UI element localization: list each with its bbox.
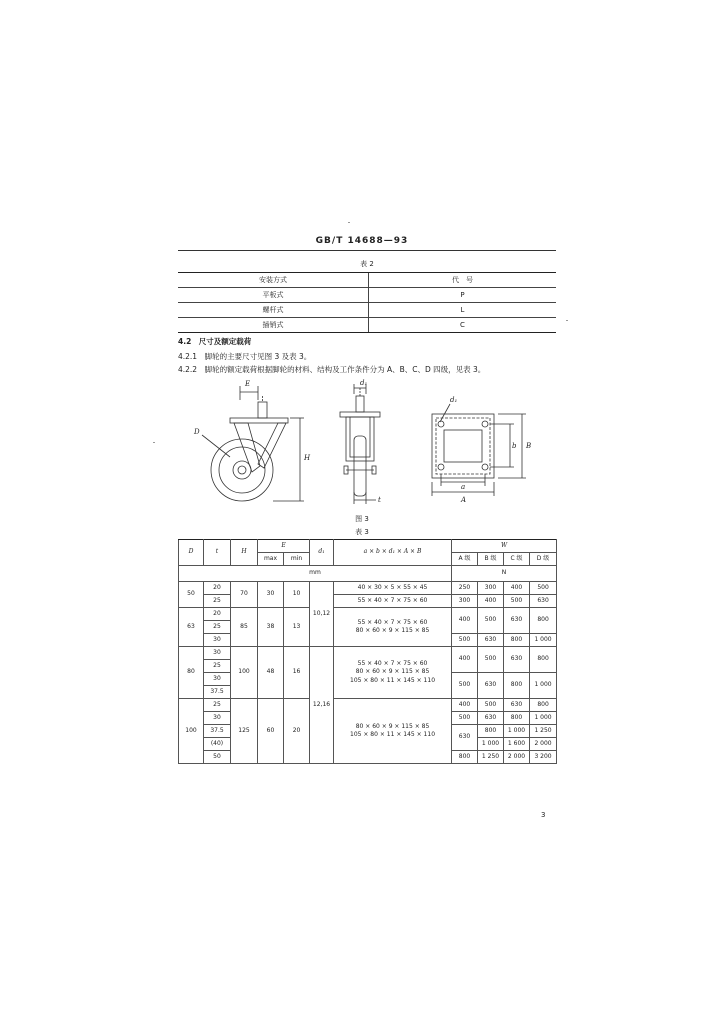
dims-line: 55 × 40 × 7 × 75 × 60 <box>357 660 428 668</box>
table3-caption: 表 3 <box>355 528 369 536</box>
cell-grade-b: 500 <box>478 647 504 673</box>
header-t: t <box>204 540 231 566</box>
cell-e-max: 30 <box>258 582 284 608</box>
dims-line: 105 × 80 × 11 × 145 × 110 <box>350 731 436 738</box>
cell-d: 100 <box>179 699 204 764</box>
label-h: H <box>304 454 311 462</box>
cell-h: 100 <box>231 647 258 699</box>
cell-grade-b: 1 250 <box>478 751 504 764</box>
cell-grade-c: 630 <box>504 699 530 712</box>
cell-grade-a: 400 <box>452 647 478 673</box>
table-row <box>179 566 557 582</box>
cell-t: 25 <box>204 621 231 634</box>
dims-line: 80 × 60 × 9 × 115 × 85 <box>355 668 430 676</box>
table-row <box>178 288 556 303</box>
caster-side-view <box>202 386 304 501</box>
header-d1: d₁ <box>310 540 334 566</box>
cell-grade-c: 1 000 <box>504 725 530 738</box>
table-row <box>178 303 556 318</box>
cell-grade-a: 630 <box>452 725 478 751</box>
cell-grade-b: 630 <box>478 634 504 647</box>
header-dims: a × b × d₁ × A × B <box>334 540 452 566</box>
cell-grade-d: 800 <box>530 647 557 673</box>
scan-speck <box>153 442 155 443</box>
cell-grade-c: 630 <box>504 647 530 673</box>
table2-cell: 平板式 <box>178 288 369 303</box>
cell-e-max: 48 <box>258 647 284 699</box>
cell-grade-c: 800 <box>504 673 530 699</box>
cell-e-max: 38 <box>258 608 284 647</box>
cell-e-min: 13 <box>284 608 310 647</box>
cell-h: 125 <box>231 699 258 764</box>
cell-grade-a: 500 <box>452 712 478 725</box>
label-d1-top: d₁ <box>450 396 458 404</box>
figure3-caption: 图 3 <box>355 515 369 523</box>
cell-grade-c: 1 600 <box>504 738 530 751</box>
cell-grade-a: 500 <box>452 634 478 647</box>
header-grade-d: D 级 <box>530 553 557 566</box>
cell-grade-d: 800 <box>530 608 557 634</box>
cell-t: 37.5 <box>204 686 231 699</box>
cell-t: (40) <box>204 738 231 751</box>
table2-cell: 插销式 <box>178 318 369 333</box>
label-b-lower: b <box>512 442 517 450</box>
header-e: E <box>258 540 310 553</box>
section-heading: 4.2 尺寸及额定载荷 <box>178 337 252 346</box>
cell-grade-c: 400 <box>504 582 530 595</box>
cell-grade-b: 300 <box>478 582 504 595</box>
header-grade-b: B 级 <box>478 553 504 566</box>
cell-grade-d: 1 000 <box>530 673 557 699</box>
cell-d: 80 <box>179 647 204 699</box>
paragraph-4-2-2: 4.2.2 脚轮的额定载荷根据脚轮的材料、结构及工作条件分为 A、B、C、D 四级，见表 3。 <box>178 365 486 374</box>
paragraph-4-2-1: 4.2.1 脚轮的主要尺寸见图 3 及表 3。 <box>178 352 312 361</box>
cell-t: 30 <box>204 673 231 686</box>
cell-t: 25 <box>204 660 231 673</box>
cell-grade-a: 400 <box>452 699 478 712</box>
header-w: W <box>452 540 557 553</box>
cell-grade-d: 3 200 <box>530 751 557 764</box>
table2-cell: L <box>369 303 557 318</box>
cell-e-min: 16 <box>284 647 310 699</box>
cell-grade-d: 800 <box>530 699 557 712</box>
table2-header-code: 代 号 <box>369 273 557 288</box>
cell-e-min: 10 <box>284 582 310 608</box>
dims-line: 55 × 40 × 7 × 75 × 60 <box>357 618 428 626</box>
cell-dims <box>334 608 452 647</box>
cell-grade-a: 500 <box>452 673 478 699</box>
cell-t: 20 <box>204 608 231 621</box>
table-row <box>179 540 557 553</box>
cell-t: 50 <box>204 751 231 764</box>
cell-d1: 12,16 <box>310 647 334 764</box>
cell-grade-c: 2 000 <box>504 751 530 764</box>
cell-e-max: 60 <box>258 699 284 764</box>
cell-h: 70 <box>231 582 258 608</box>
cell-t: 25 <box>204 699 231 712</box>
label-t: t <box>378 496 381 504</box>
dims-line: 80 × 60 × 9 × 115 × 85 <box>355 627 430 634</box>
mounting-plate-top-view <box>432 404 526 496</box>
header-rule <box>178 250 556 251</box>
cell-grade-d: 500 <box>530 582 557 595</box>
scan-speck <box>348 222 350 223</box>
dims-line: 80 × 60 × 9 × 115 × 85 <box>355 722 430 730</box>
cell-grade-b: 1 000 <box>478 738 504 751</box>
cell-t: 20 <box>204 582 231 595</box>
cell-grade-b: 500 <box>478 608 504 634</box>
table2-cell: P <box>369 288 557 303</box>
cell-grade-a: 300 <box>452 595 478 608</box>
header-grade-c: C 级 <box>504 553 530 566</box>
table-row <box>179 699 557 712</box>
cell-grade-d: 630 <box>530 595 557 608</box>
cell-dims <box>334 647 452 699</box>
cell-t: 30 <box>204 712 231 725</box>
cell-grade-b: 800 <box>478 725 504 738</box>
cell-grade-b: 400 <box>478 595 504 608</box>
label-e: E <box>245 380 251 388</box>
cell-grade-d: 2 000 <box>530 738 557 751</box>
cell-h: 85 <box>231 608 258 647</box>
label-a-upper: A <box>461 496 467 504</box>
cell-dims: 55 × 40 × 7 × 75 × 60 <box>334 595 452 608</box>
cell-grade-b: 500 <box>478 699 504 712</box>
table2-cell: C <box>369 318 557 333</box>
unit-n: N <box>452 566 557 582</box>
label-d: D <box>194 428 200 436</box>
table-row <box>179 608 557 621</box>
cell-grade-b: 630 <box>478 673 504 699</box>
dims-line: 105 × 80 × 11 × 145 × 110 <box>350 676 436 684</box>
cell-t: 37.5 <box>204 725 231 738</box>
label-d1-front: d₁ <box>360 379 368 387</box>
header-e-max: max <box>258 553 284 566</box>
cell-grade-d: 1 000 <box>530 712 557 725</box>
table3 <box>178 539 557 764</box>
scan-speck <box>566 320 568 321</box>
cell-dims <box>334 699 452 764</box>
cell-t: 25 <box>204 595 231 608</box>
page-number: 3 <box>541 811 546 819</box>
cell-grade-c: 800 <box>504 712 530 725</box>
cell-grade-a: 250 <box>452 582 478 595</box>
table-row <box>179 582 557 595</box>
cell-grade-c: 630 <box>504 608 530 634</box>
table-row <box>178 273 556 288</box>
cell-grade-b: 630 <box>478 712 504 725</box>
label-a-lower: a <box>461 483 466 491</box>
header-d: D <box>179 540 204 566</box>
table-row <box>178 318 556 333</box>
cell-grade-c: 500 <box>504 595 530 608</box>
cell-grade-a: 400 <box>452 608 478 634</box>
label-b-upper: B <box>526 442 532 450</box>
cell-d: 63 <box>179 608 204 647</box>
cell-grade-d: 1 000 <box>530 634 557 647</box>
cell-e-min: 20 <box>284 699 310 764</box>
cell-dims: 40 × 30 × 5 × 55 × 45 <box>334 582 452 595</box>
table2-cell: 螺杆式 <box>178 303 369 318</box>
cell-grade-c: 800 <box>504 634 530 647</box>
cell-t: 30 <box>204 634 231 647</box>
standard-number: GB/T 14688—93 <box>315 236 409 246</box>
header-h: H <box>231 540 258 566</box>
caster-front-view <box>340 384 380 504</box>
header-e-min: min <box>284 553 310 566</box>
unit-mm: mm <box>179 566 452 582</box>
table-row <box>179 647 557 660</box>
cell-d: 50 <box>179 582 204 608</box>
table2-caption: 表 2 <box>360 260 374 268</box>
header-grade-a: A 级 <box>452 553 478 566</box>
table2 <box>178 272 556 333</box>
cell-d1: 10,12 <box>310 582 334 647</box>
caster-drawing <box>178 378 556 510</box>
cell-grade-d: 1 250 <box>530 725 557 738</box>
cell-t: 30 <box>204 647 231 660</box>
table2-header-method: 安装方式 <box>178 273 369 288</box>
cell-grade-a: 800 <box>452 751 478 764</box>
